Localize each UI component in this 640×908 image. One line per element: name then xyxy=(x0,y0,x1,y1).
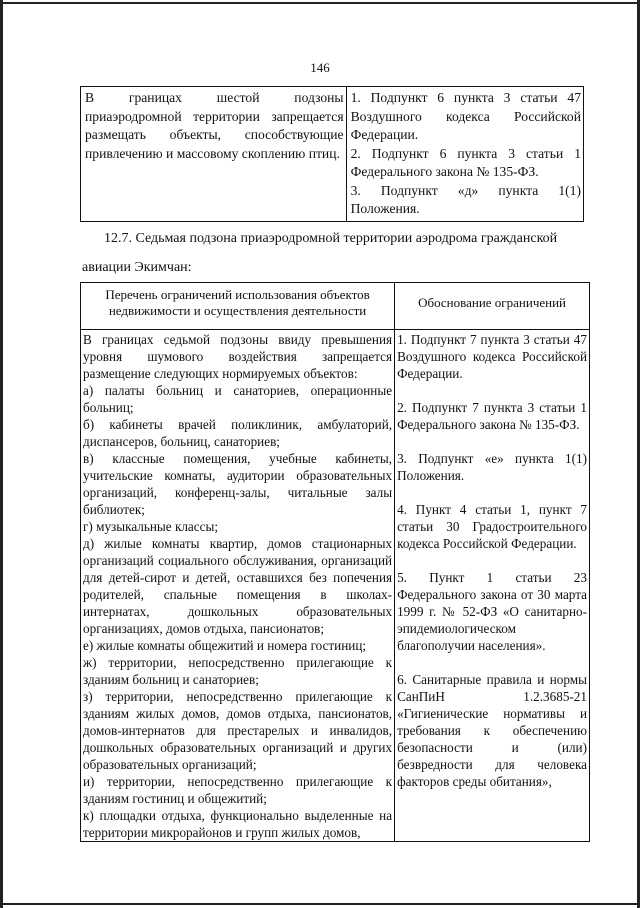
justification-cell xyxy=(346,87,583,222)
justification-cell xyxy=(395,330,590,842)
scan-border-top xyxy=(2,2,638,4)
justification-item: 5. Пункт 1 статьи 23 Федерального закона от 30 марта 1999 г. № 52-ФЗ «О санитарно-эпидемиологическом благополучии населения». xyxy=(397,570,587,653)
table-row xyxy=(81,330,590,842)
column-header-restrictions: Перечень ограничений использования объектов недвижимости и осуществления деятельности xyxy=(81,283,395,330)
section-heading: 12.7. Седьмая подзона приаэродромной территории аэродрома гражданской xyxy=(104,231,558,246)
list-item: з) территории, непосредственно прилегающие к зданиям жилых домов, домов отдыха, пансионатов, домов-интернатов для престарелых и инвалидов, дошкольных образовательных организаций и других образовательных организаций; xyxy=(83,689,393,772)
list-item: д) жилые комнаты квартир, домов стационарных организаций социального обслуживания, организаций для детей-сирот и детей, оставшихся без попечения родителей, спальные помещения в школах-интернатах, дошкольных образовательных организациях, домов отдыха, пансионатов; xyxy=(83,536,393,636)
restrictions-table-zone7 xyxy=(80,282,590,842)
restriction-list-cell xyxy=(81,330,395,842)
scan-border-bottom xyxy=(2,903,638,905)
restrictions-table-zone6 xyxy=(80,86,584,222)
table-row xyxy=(81,87,584,222)
list-item: а) палаты больниц и санаториев, операционные больниц; xyxy=(83,383,393,415)
justification-item: 4. Пункт 4 статьи 1, пункт 7 статьи 30 Градостроительного кодекса Российской Федерации. xyxy=(397,502,587,551)
list-item: в) классные помещения, учебные кабинеты, учительские комнаты, аудитории образовательных организаций, конференц-залы, читальные залы библиотек; xyxy=(83,451,393,517)
list-item: и) территории, непосредственно прилегающие к зданиям гостиниц и общежитий; xyxy=(83,774,393,806)
justification-item: 2. Подпункт 6 пункта 3 статьи 1 Федерального закона № 135-ФЗ. xyxy=(350,145,581,179)
restriction-text: В границах шестой подзоны приаэродромной территории запрещается размещать объекты, способствующие привлечению и массовому скоплению птиц. xyxy=(81,87,347,222)
justification-item: 3. Подпункт «е» пункта 1(1) Положения. xyxy=(397,451,587,483)
section-heading-continued: авиации Экимчан: xyxy=(82,260,192,275)
justification-item: 1. Подпункт 7 пункта 3 статьи 47 Воздушного кодекса Российской Федерации. xyxy=(397,332,587,381)
list-item: к) площадки отдыха, функционально выделенные на территории микрорайонов и групп жилых домов, xyxy=(83,808,393,840)
justification-item: 3. Подпункт «д» пункта 1(1) Положения. xyxy=(350,182,581,216)
restriction-intro: В границах седьмой подзоны ввиду превышения уровня шумового воздействия запрещается размещение следующих нормируемых объектов: xyxy=(83,332,393,381)
justification-item: 2. Подпункт 7 пункта 3 статьи 1 Федерального закона № 135-ФЗ. xyxy=(397,400,587,432)
list-item: г) музыкальные классы; xyxy=(83,519,219,534)
justification-item: 1. Подпункт 6 пункта 3 статьи 47 Воздушного кодекса Российской Федерации. xyxy=(350,90,581,142)
table-header-row xyxy=(81,283,590,330)
page-number: 146 xyxy=(310,60,330,75)
list-item: ж) территории, непосредственно прилегающие к зданиям больниц и санаториев; xyxy=(83,655,393,687)
scan-border-left xyxy=(0,0,3,908)
justification-item: 6. Санитарные правила и нормы СанПиН 1.2.3685-21 «Гигиенические нормативы и требования к обеспечению безопасности и (или) безвредности для человека факторов среды обитания», xyxy=(397,672,587,789)
list-item: е) жилые комнаты общежитий и номера гостиниц; xyxy=(83,638,367,653)
column-header-justification: Обоснование ограничений xyxy=(395,283,590,330)
list-item: б) кабинеты врачей поликлиник, амбулаторий, диспансеров, больниц, санаториев; xyxy=(83,417,393,449)
